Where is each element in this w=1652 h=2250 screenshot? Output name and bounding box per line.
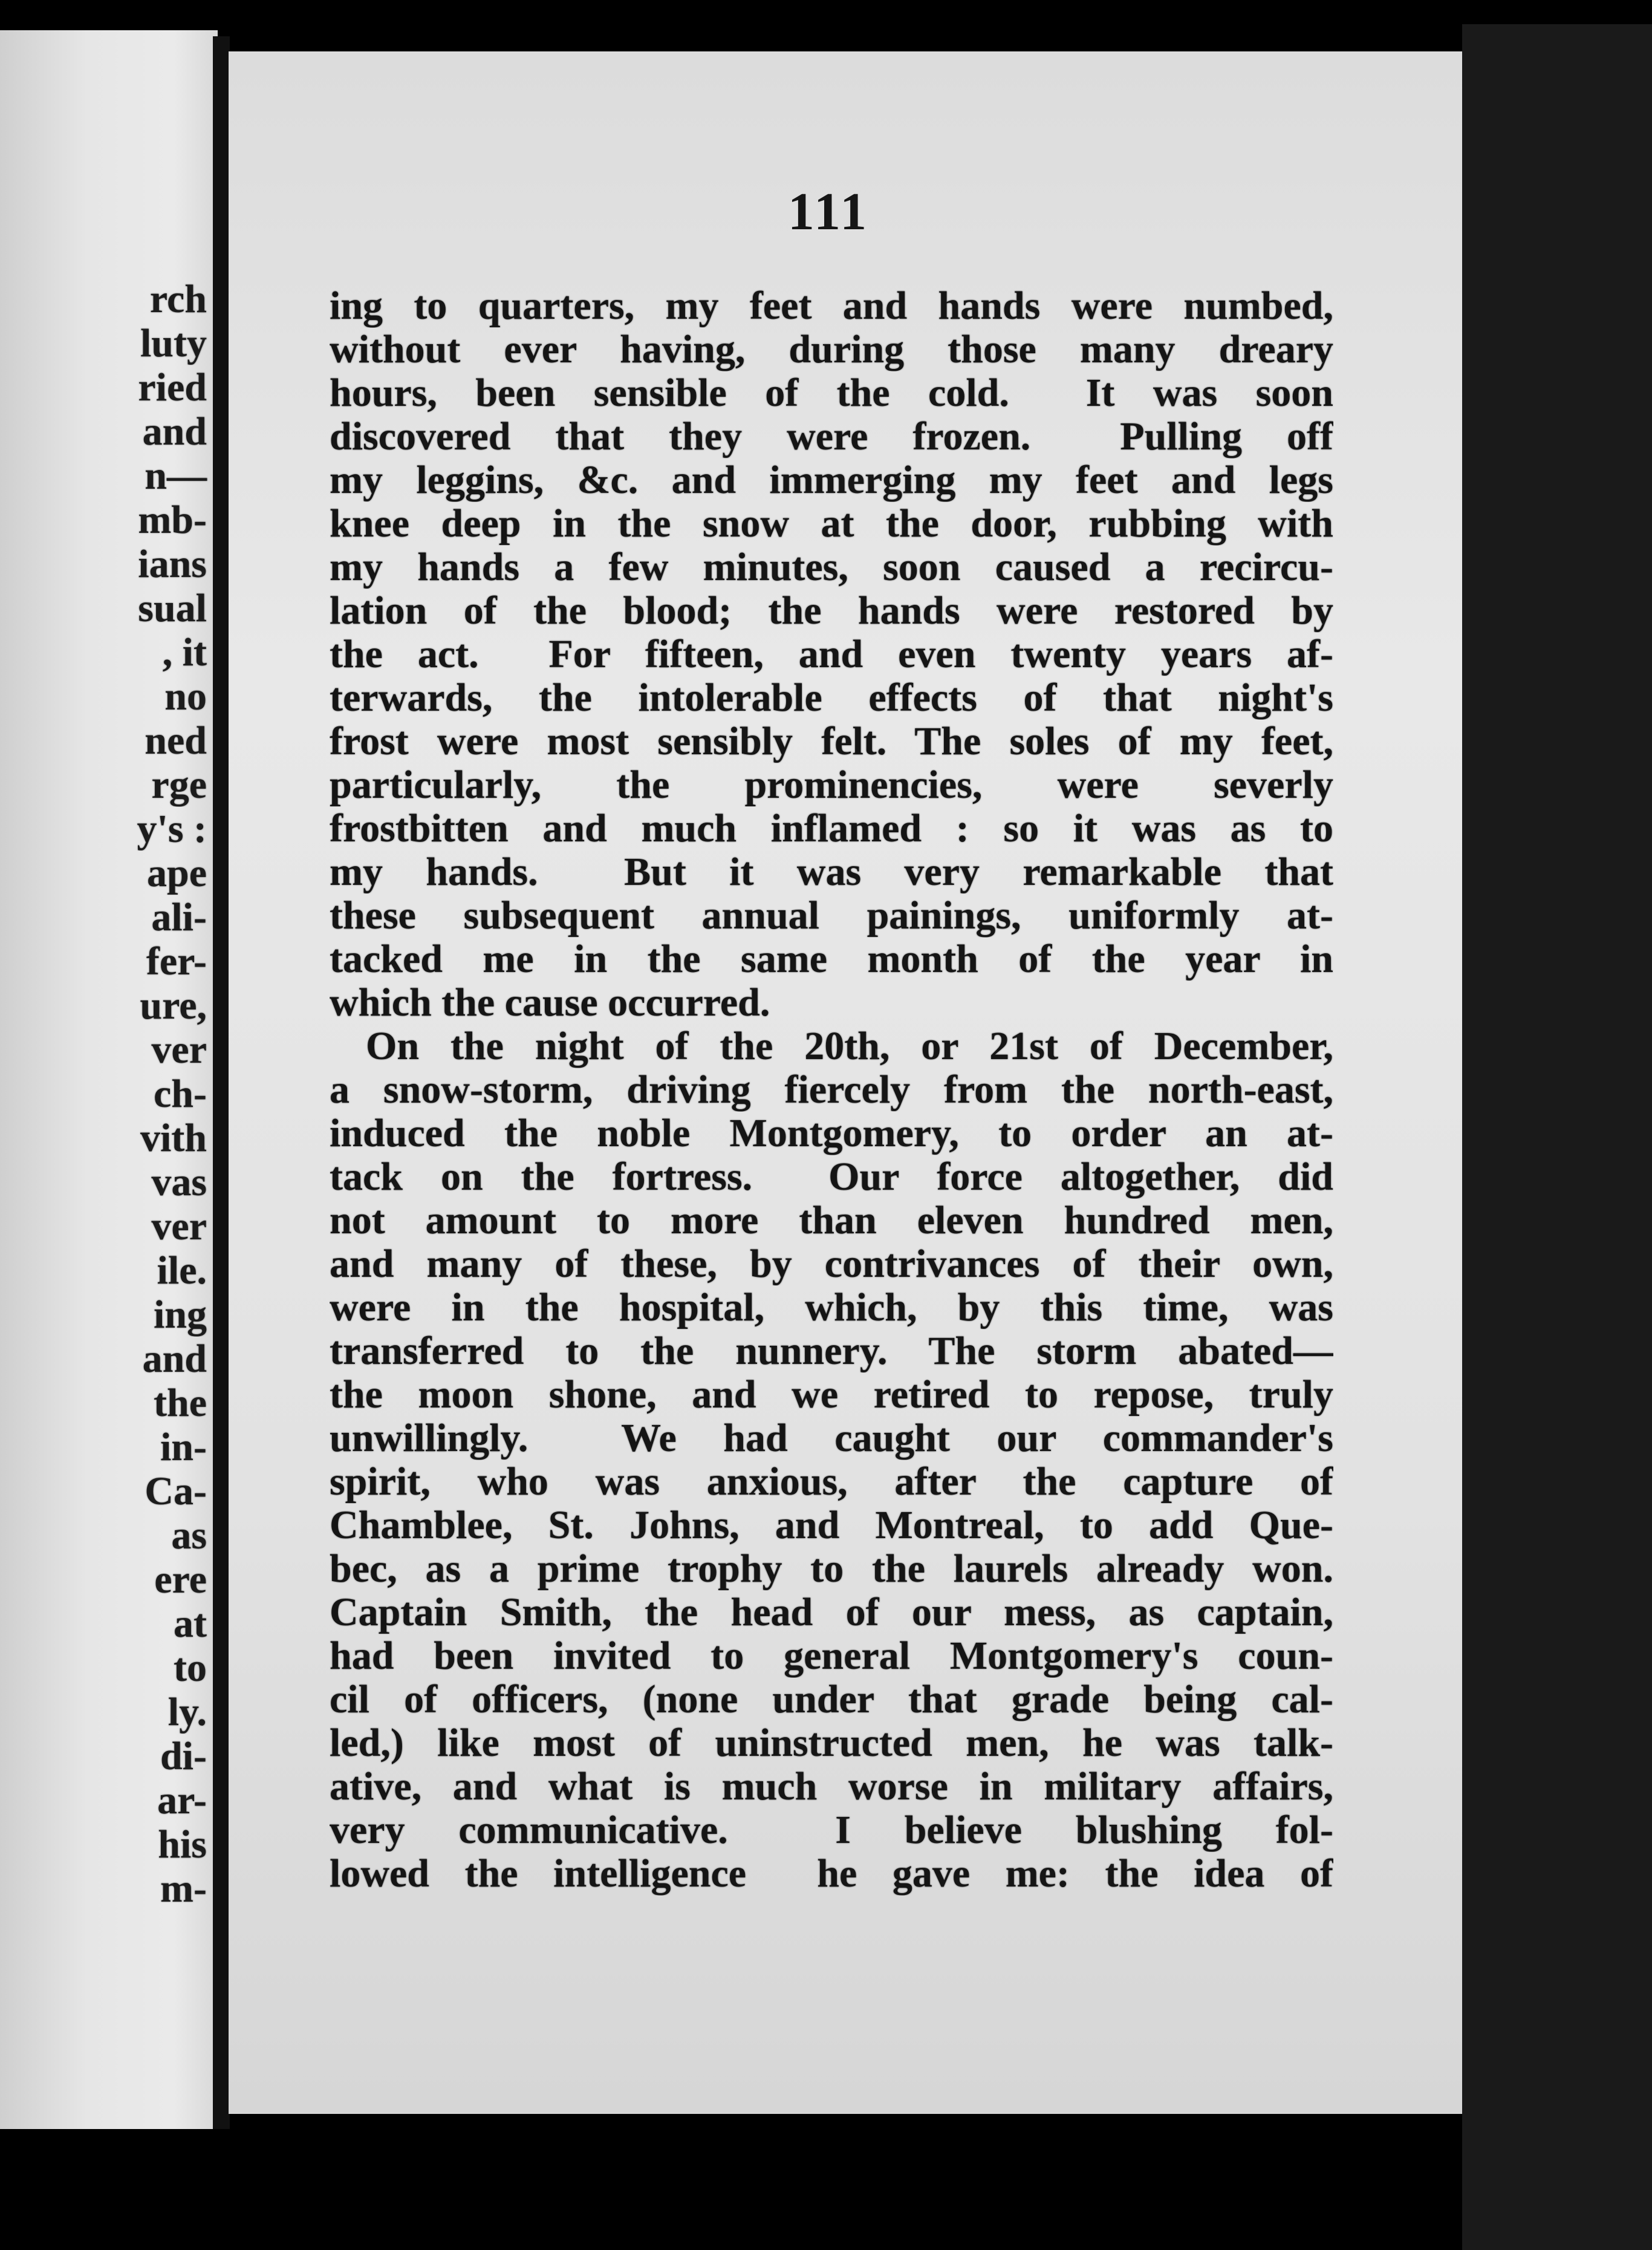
text-line: frostbitten and much inflamed : so it was as to <box>330 807 1333 850</box>
text-line: my hands a few minutes, soon caused a recircu- <box>330 546 1333 589</box>
text-line: were in the hospital, which, by this time, was <box>330 1286 1333 1329</box>
left-page-line-fragment: in- <box>160 1425 207 1469</box>
text-line: terwards, the intolerable effects of that night's <box>330 676 1333 720</box>
text-line: very communicative. I believe blushing fol- <box>330 1808 1333 1852</box>
left-page-line-fragment: ried <box>138 365 207 409</box>
left-page-line-fragment: m- <box>160 1867 207 1911</box>
text-line: ing to quarters, my feet and hands were numbed, <box>330 284 1333 328</box>
left-page-line-fragment: sual <box>138 586 207 630</box>
left-page-line-fragment: , it <box>162 630 207 674</box>
text-line: lowed the intelligence he gave me: the idea of <box>330 1852 1333 1896</box>
text-line: tack on the fortress. Our force altogether, did <box>330 1155 1333 1199</box>
text-line: lation of the blood; the hands were restored by <box>330 589 1333 633</box>
text-line: discovered that they were frozen. Pulling off <box>330 415 1333 458</box>
text-line: the moon shone, and we retired to repose, truly <box>330 1373 1333 1417</box>
text-line: transferred to the nunnery. The storm abated— <box>330 1329 1333 1373</box>
text-line: induced the noble Montgomery, to order an at- <box>330 1112 1333 1155</box>
text-line: which the cause occurred. <box>330 981 770 1025</box>
text-line: unwillingly. We had caught our commander's <box>330 1417 1333 1460</box>
scan-border <box>1462 24 1652 2250</box>
text-line: tacked me in the same month of the year in <box>330 938 1333 981</box>
left-page-line-fragment: vas <box>151 1160 207 1204</box>
text-line: and many of these, by contrivances of their own, <box>330 1242 1333 1286</box>
left-page-line-fragment: ure, <box>140 983 207 1028</box>
left-page-line-fragment: and <box>142 1337 207 1381</box>
left-page-line-fragment: the <box>154 1381 207 1425</box>
left-page <box>0 30 218 2129</box>
left-page-line-fragment: ver <box>151 1204 207 1248</box>
left-page-line-fragment: no <box>164 674 207 719</box>
left-page-line-fragment: y's : <box>137 807 207 851</box>
left-page-line-fragment: as <box>171 1513 207 1557</box>
text-line: bec, as a prime trophy to the laurels already won. <box>330 1547 1333 1591</box>
left-page-line-fragment: di- <box>160 1734 207 1778</box>
left-page-line-fragment: ere <box>154 1557 207 1602</box>
left-page-line-fragment: and <box>142 409 207 454</box>
left-page-line-fragment: ali- <box>151 895 207 939</box>
text-line: led,) like most of uninstructed men, he was talk- <box>330 1721 1333 1765</box>
left-page-text <box>0 277 213 1911</box>
text-line: Chamblee, St. Johns, and Montreal, to add Que- <box>330 1504 1333 1547</box>
text-line: knee deep in the snow at the door, rubbing with <box>330 502 1333 546</box>
left-page-line-fragment: ile. <box>157 1248 207 1293</box>
text-line: cil of officers, (none under that grade being cal- <box>330 1678 1333 1721</box>
left-page-line-fragment: rge <box>151 763 207 807</box>
left-page-line-fragment: ians <box>138 542 207 586</box>
left-page-line-fragment: his <box>158 1822 207 1867</box>
text-line: hours, been sensible of the cold. It was soon <box>330 371 1333 415</box>
text-line: ative, and what is much worse in military affairs, <box>330 1765 1333 1808</box>
text-line: Captain Smith, the head of our mess, as captain, <box>330 1591 1333 1634</box>
text-line: the act. For fifteen, and even twenty years af- <box>330 633 1333 676</box>
text-line: particularly, the prominencies, were severly <box>330 763 1333 807</box>
left-page-line-fragment: luty <box>140 321 207 365</box>
left-page-line-fragment: ar- <box>157 1778 207 1822</box>
left-page-line-fragment: at <box>174 1602 207 1646</box>
text-line: my hands. But it was very remarkable that <box>330 850 1333 894</box>
left-page-line-fragment: ing <box>153 1293 207 1337</box>
text-line: without ever having, during those many dreary <box>330 328 1333 371</box>
text-line: a snow-storm, driving fiercely from the north-east, <box>330 1068 1333 1112</box>
left-page-line-fragment: ch- <box>154 1072 207 1116</box>
text-line: my leggins, &c. and immerging my feet and legs <box>330 458 1333 502</box>
text-line: had been invited to general Montgomery's coun- <box>330 1634 1333 1678</box>
left-page-line-fragment: to <box>174 1646 207 1690</box>
left-page-line-fragment: rch <box>149 277 207 321</box>
left-page-line-fragment: fer- <box>146 939 207 983</box>
left-page-line-fragment: Ca- <box>145 1469 207 1513</box>
left-page-line-fragment: ned <box>145 719 207 763</box>
text-line: frost were most sensibly felt. The soles of my feet, <box>330 720 1333 763</box>
page-body-text <box>330 284 1333 1896</box>
left-page-line-fragment: ver <box>151 1028 207 1072</box>
left-page-line-fragment: ape <box>147 851 207 895</box>
left-page-line-fragment: mb- <box>138 498 207 542</box>
left-page-line-fragment: ly. <box>167 1690 207 1734</box>
text-line: these subsequent annual painings, uniformly at- <box>330 894 1333 938</box>
text-line: spirit, who was anxious, after the capture of <box>330 1460 1333 1504</box>
book-gutter <box>213 36 230 2129</box>
page-number: 111 <box>787 183 870 241</box>
left-page-line-fragment: n— <box>145 454 207 498</box>
left-page-line-fragment: vith <box>140 1116 207 1160</box>
text-line: not amount to more than eleven hundred men, <box>330 1199 1333 1242</box>
text-line: On the night of the 20th, or 21st of December, <box>366 1025 1333 1068</box>
